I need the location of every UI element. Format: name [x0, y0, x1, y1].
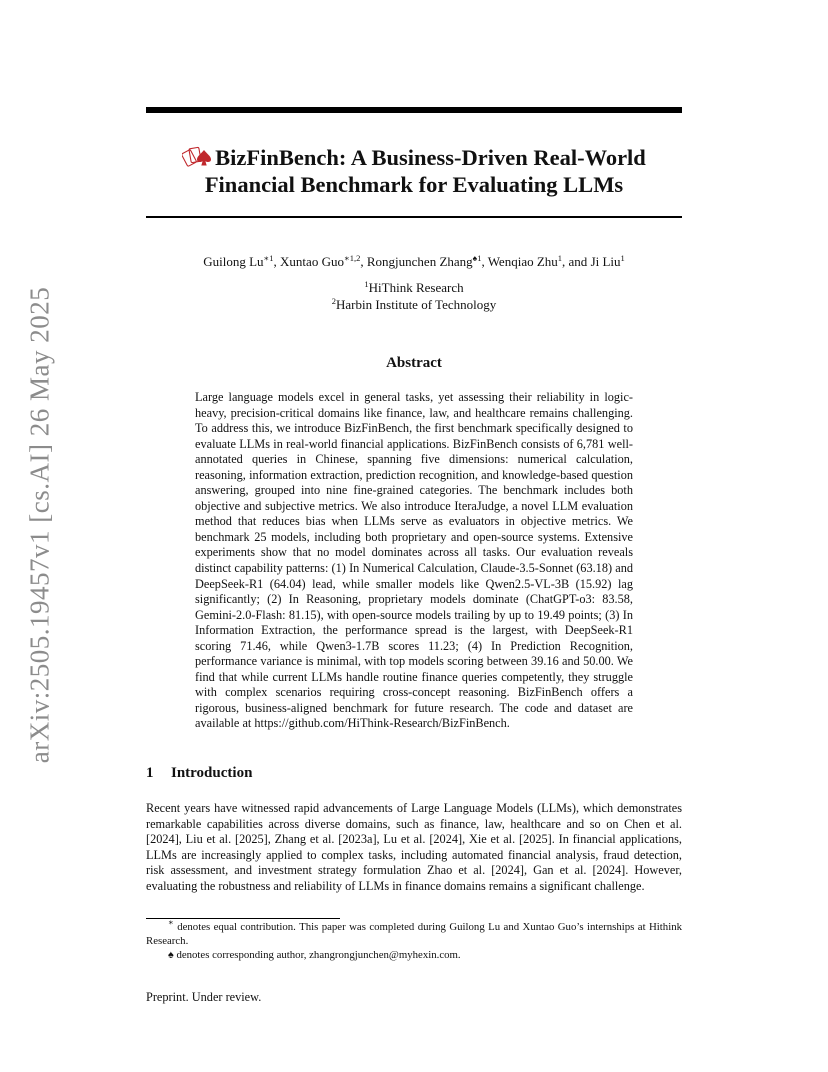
author-separator: ,: [273, 254, 281, 269]
affiliation-mark: 1: [364, 279, 369, 289]
affiliations: [146, 279, 682, 313]
affiliation-name: Harbin Institute of Technology: [336, 297, 497, 312]
author-marks: ♠1: [472, 253, 482, 263]
footnote-rule: [146, 918, 340, 919]
author-marks: ∗1: [263, 253, 274, 263]
section-title: Introduction: [171, 765, 253, 781]
author-name: Ji Liu: [590, 254, 621, 269]
author-marks: 1: [557, 253, 563, 263]
title-line-2: Financial Benchmark for Evaluating LLMs: [204, 172, 624, 197]
author-separator: ,: [481, 254, 488, 269]
title-top-rule: [146, 107, 682, 113]
author-marks: 1: [620, 253, 625, 263]
footnotes: [146, 917, 682, 962]
footnote-text: denotes corresponding author, zhangrongjunchen@myhexin.com.: [173, 949, 461, 961]
affiliation-mark: 2: [331, 296, 336, 306]
author-name: Guilong Lu: [203, 254, 264, 269]
author-separator: , and: [562, 254, 591, 269]
footnote: [146, 948, 682, 962]
footnote-text: denotes equal contribution. This paper was completed during Guilong Lu and Xuntao Guo’s internships at Hithink Research.: [146, 921, 682, 947]
footnote: [146, 917, 682, 948]
author-marks: ∗1,2: [343, 253, 361, 263]
affiliation: [146, 279, 682, 296]
abstract-text: Large language models excel in general tasks, yet assessing their reliability in logic-heavy, precision-critical domains like finance, law, and healthcare remains challenging. To address this, we introduce BizFinBench, the first benchmark specifically designed to evaluate LLMs in real-world financial applications. BizFinBench consists of 6,781 well-annotated queries in Chinese, spanning five dimensions: numerical calculation, reasoning, information extraction, prediction recognition, and knowledge-based question answering, grouped into nine fine-grained categories. The benchmark includes both objective and subjective metrics. We also introduce IteraJudge, a novel LLM evaluation method that reduces bias when LLMs serve as evaluators in objective metrics. We benchmark 25 models, including both proprietary and open-source systems. Extensive experiments show that no model dominates across all tasks. Our evaluation reveals distinct capability patterns: (1) In Numerical Calculation, Claude-3.5-Sonnet (63.18) and DeepSeek-R1 (64.04) lead, while smaller models like Qwen2.5-VL-3B (15.92) lag significantly; (2) In Reasoning, proprietary models dominate (ChatGPT-o3: 83.58, Gemini-2.0-Flash: 81.15), with open-source models trailing by up to 19.49 points; (3) In Information Extraction, the performance spread is the largest, with DeepSeek-R1 scoring 71.46, while Qwen3-1.7B scores 11.23; (4) In Prediction Recognition, performance variance is minimal, with top models scoring between 39.16 and 50.00. We find that while current LLMs handle routine finance queries competently, they struggle with complex scenarios requiring cross-concept reasoning. BizFinBench offers a rigorous, business-aligned benchmark for future research. The code and dataset are available at https://github.com/HiThink-Research/BizFinBench.: [195, 390, 633, 731]
arxiv-side-identifier: arXiv:2505.19457v1 [cs.AI] 26 May 2025: [24, 286, 55, 764]
preprint-note: Preprint. Under review.: [146, 990, 262, 1004]
author-name: Xuntao Guo: [280, 254, 344, 269]
section-heading: [146, 765, 252, 782]
title-bottom-rule: [146, 216, 682, 218]
footnote-mark: ♠: [168, 949, 174, 961]
abstract-heading: Abstract: [386, 355, 442, 371]
author-list: [146, 253, 682, 270]
playing-card-spades-icon: [182, 145, 212, 169]
footnote-mark: ∗: [168, 917, 174, 927]
author-name: Wenqiao Zhu: [487, 254, 558, 269]
title-line-1: BizFinBench: A Business-Driven Real-World: [146, 144, 682, 171]
author-separator: ,: [360, 254, 367, 269]
affiliation: [146, 296, 682, 313]
author-name: Rongjunchen Zhang: [366, 254, 473, 269]
affiliation-name: HiThink Research: [368, 280, 464, 295]
section-number: 1: [146, 765, 154, 781]
introduction-paragraph: Recent years have witnessed rapid advancements of Large Language Models (LLMs), which demonstrates remarkable capabilities across diverse domains, such as finance, law, healthcare and so on Chen et al. [2024], Liu et al. [2025], Zhang et al. [2023a], Lu et al. [2024], Xie et al. [2025]. In financial applications, LLMs are increasingly applied to complex tasks, including automated financial analysis, fraud detection, risk assessment, and investment strategy formulation Zhao et al. [2024], Gan et al. [2024]. However, evaluating the robustness and reliability of LLMs in finance domains remains a significant challenge.: [146, 801, 682, 893]
paper-title: [146, 144, 682, 198]
